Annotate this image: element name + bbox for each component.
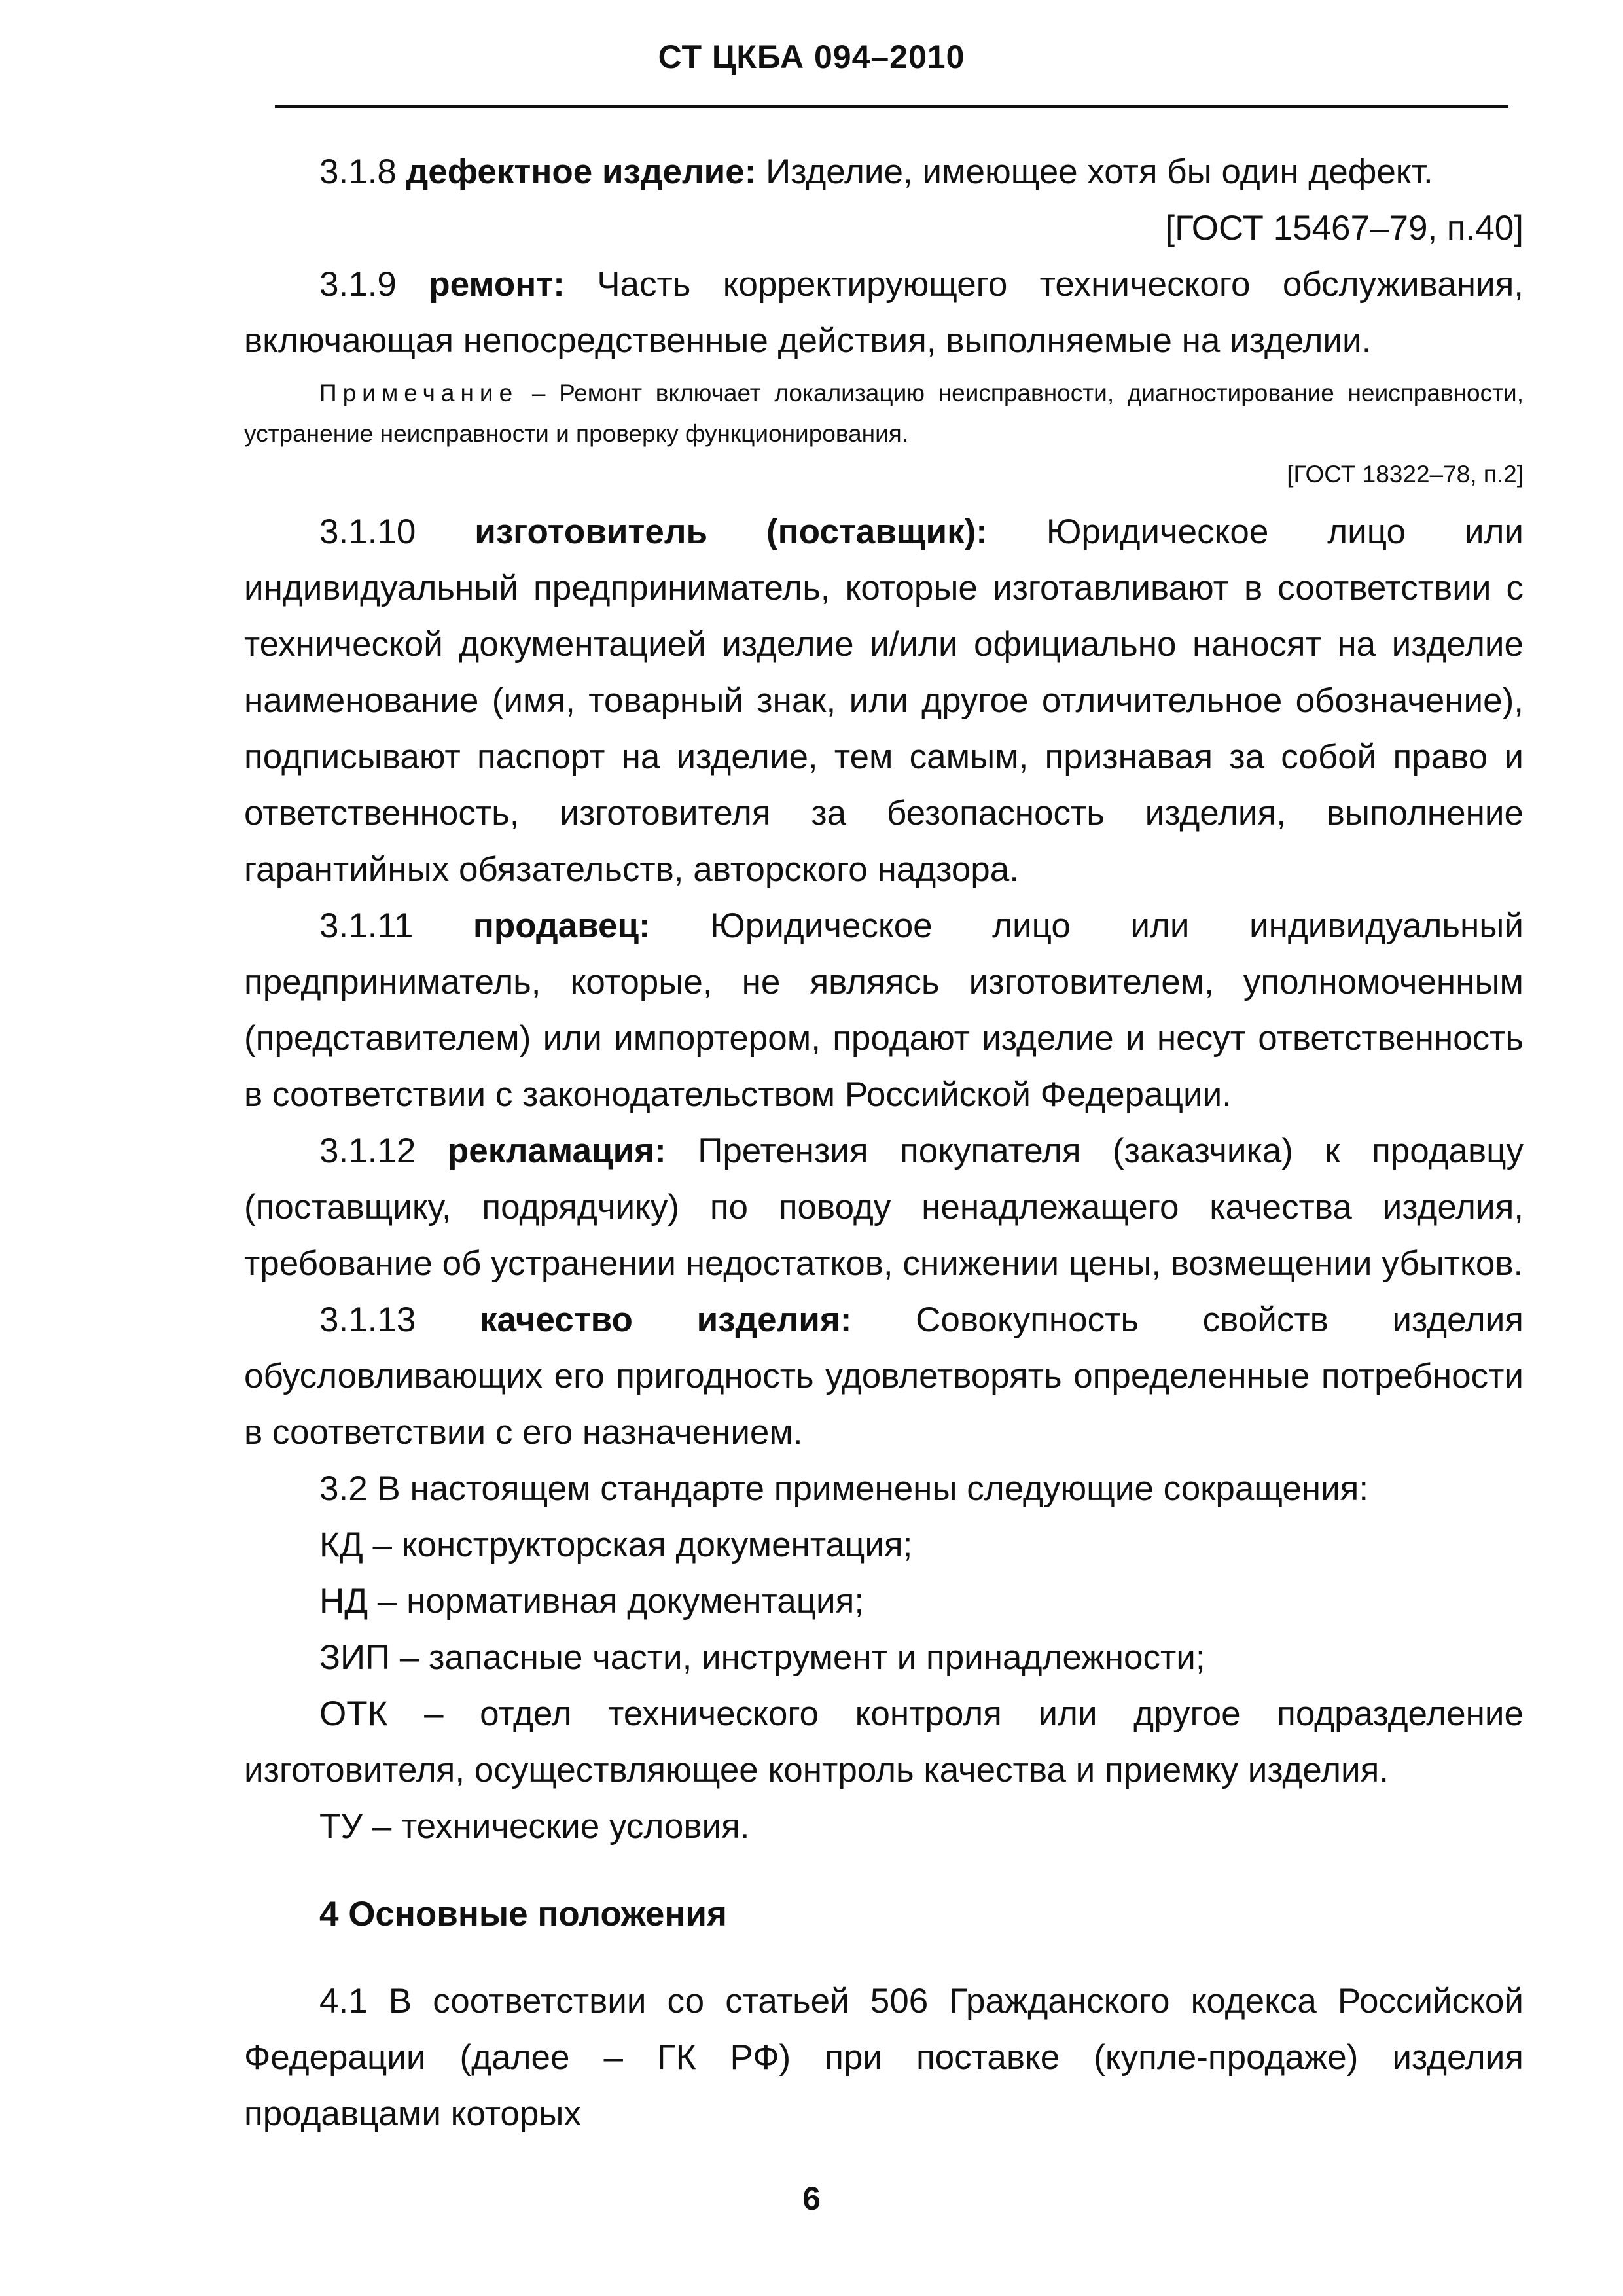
term-name: продавец: [473, 906, 651, 945]
abbreviation-item: ЗИП – запасные части, инструмент и принадлежности; [319, 1638, 1205, 1677]
term-name: качество изделия: [480, 1300, 852, 1339]
abbreviation-item: НД – нормативная документация; [319, 1582, 865, 1621]
term-name: ремонт: [429, 265, 565, 304]
note-label: Примечание [319, 380, 519, 406]
term-definition: Изделие, имеющее хотя бы один дефект. [756, 152, 1433, 191]
paragraph-4-1: 4.1 В соответствии со статьей 506 Гражданского кодекса Российской Федерации (далее – ГК РФ) при поставке (купле-продаже) изделия продавцами которых [244, 1982, 1524, 2133]
abbreviation-item: КД – конструкторская документация; [319, 1526, 913, 1564]
term-number: 3.1.13 [319, 1300, 480, 1339]
term-number: 3.1.11 [319, 906, 473, 945]
term-name: рекламация: [447, 1132, 666, 1170]
abbreviation-item: ТУ – технические условия. [319, 1807, 750, 1846]
term-number: 3.1.8 [319, 152, 406, 191]
term-3-1-11 [244, 898, 1524, 1123]
abbreviation-item: ОТК – отдел технического контроля или другое подразделение изготовителя, осуществляющее контроль качества и приемку изделия. [244, 1695, 1524, 1789]
abbreviations-intro: 3.2 В настоящем стандарте применены следующие сокращения: [319, 1469, 1369, 1508]
term-3-1-10 [244, 504, 1524, 898]
note-source: [ГОСТ 18322–78, п.2] [1287, 461, 1524, 488]
term-number: 3.1.10 [319, 512, 475, 551]
document-body [244, 144, 1524, 2142]
term-name: изготовитель (поставщик): [474, 512, 988, 551]
term-3-1-8 [244, 144, 1524, 200]
term-number: 3.1.9 [319, 265, 429, 304]
document-code-header: СТ ЦКБА 094–2010 [658, 39, 965, 75]
page-number: 6 [802, 2180, 821, 2217]
term-3-1-12 [244, 1123, 1524, 1292]
section-heading: 4 Основные положения [319, 1895, 727, 1933]
term-definition: Претензия покупателя (заказчика) к продавцу (поставщику, подрядчику) по поводу ненадлежащего качества изделия, требование об устранении недостатков, снижении цены, возмещении убытков. [244, 1132, 1524, 1283]
note-text: – Ремонт включает локализацию неисправности, диагностирование неисправности, устранение неисправности и проверку функционирования. [244, 380, 1524, 447]
header-divider [275, 105, 1508, 108]
term-definition: Совокупность свойств изделия обусловливающих его пригодность удовлетворять определенные потребности в соответствии с его назначением. [244, 1300, 1524, 1452]
term-definition: Часть корректирующего технического обслуживания, включающая непосредственные действия, выполняемые на изделии. [244, 265, 1524, 360]
term-definition: Юридическое лицо или индивидуальный предприниматель, которые, не являясь изготовителем, уполномоченным (представителем) или импортером, продают изделие и несут ответственность в соответствии с законодательством Российской Федерации. [244, 906, 1524, 1114]
note [244, 373, 1524, 454]
term-source: [ГОСТ 15467–79, п.40] [1165, 209, 1524, 247]
term-number: 3.1.12 [319, 1132, 448, 1170]
term-definition: Юридическое лицо или индивидуальный предприниматель, которые изготавливают в соответствии с технической документацией изделие и/или официально наносят на изделие наименование (имя, товарный знак, или другое отличительное обозначение), подписывают паспорт на изделие, тем самым, признавая за собой право и ответственность, изготовителя за безопасность изделия, выполнение гарантийных обязательств, авторского надзора. [244, 512, 1524, 889]
term-3-1-13 [244, 1292, 1524, 1461]
term-3-1-9 [244, 257, 1524, 369]
term-name: дефектное изделие: [406, 152, 757, 191]
